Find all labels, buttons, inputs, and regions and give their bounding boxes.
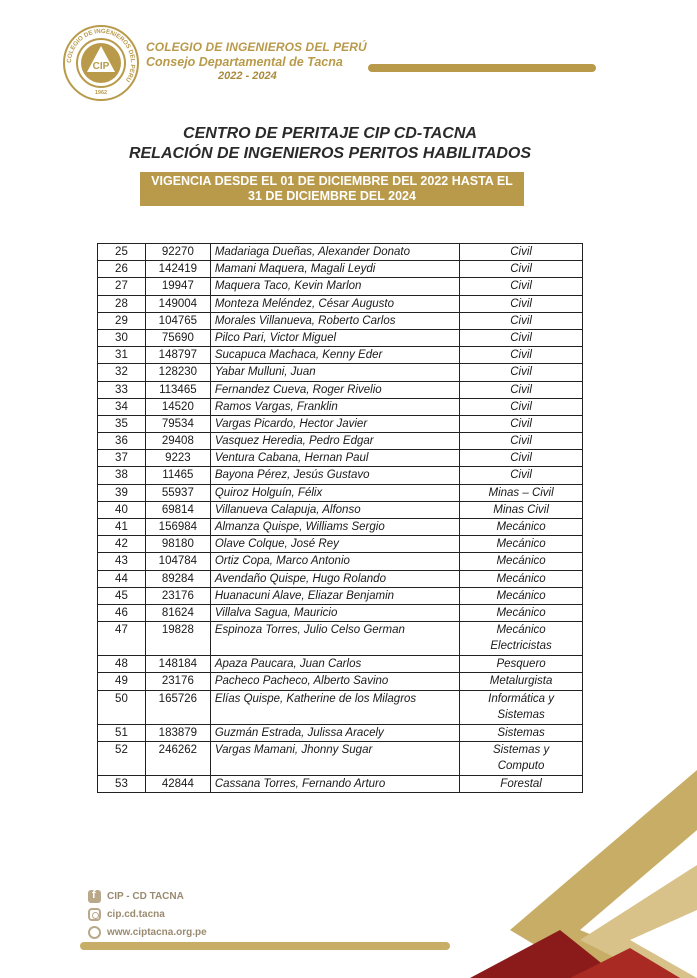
org-line2: Consejo Departamental de Tacna bbox=[146, 55, 343, 69]
cip-number: 246262 bbox=[145, 741, 210, 775]
cip-number: 149004 bbox=[145, 295, 210, 312]
table-row bbox=[98, 673, 583, 690]
cip-number: 11465 bbox=[145, 467, 210, 484]
specialty: Civil bbox=[460, 415, 583, 432]
engineer-name: Vasquez Heredia, Pedro Edgar bbox=[210, 433, 459, 450]
cip-number: 89284 bbox=[145, 570, 210, 587]
cip-number: 23176 bbox=[145, 673, 210, 690]
header-gold-bar bbox=[368, 64, 596, 72]
title-line1: CENTRO DE PERITAJE CIP CD-TACNA bbox=[183, 125, 477, 142]
row-number: 42 bbox=[98, 536, 146, 553]
row-number: 38 bbox=[98, 467, 146, 484]
engineer-name: Bayona Pérez, Jesús Gustavo bbox=[210, 467, 459, 484]
engineer-name: Cassana Torres, Fernando Arturo bbox=[210, 775, 459, 792]
specialty: Civil bbox=[460, 295, 583, 312]
specialty: Civil bbox=[460, 364, 583, 381]
cip-number: 156984 bbox=[145, 519, 210, 536]
table-row bbox=[98, 398, 583, 415]
seal-ring-text: COLEGIO DE INGENIEROS DEL PERU bbox=[65, 27, 137, 83]
table-row bbox=[98, 536, 583, 553]
engineer-name: Avendaño Quispe, Hugo Rolando bbox=[210, 570, 459, 587]
specialty-line2: Sistemas bbox=[497, 708, 545, 721]
specialty: Mecánico bbox=[460, 604, 583, 621]
decorative-chevrons bbox=[440, 770, 697, 978]
footer-gold-bar bbox=[80, 942, 450, 950]
cip-number: 9223 bbox=[145, 450, 210, 467]
specialty: Civil bbox=[460, 244, 583, 261]
specialty: Sistemas bbox=[460, 724, 583, 741]
vigencia-line1: VIGENCIA DESDE EL 01 DE DICIEMBRE DEL 2022 HASTA EL bbox=[151, 174, 513, 188]
footer-facebook[interactable] bbox=[88, 890, 184, 903]
specialty-line1: Mecánico bbox=[496, 624, 546, 637]
row-number: 41 bbox=[98, 519, 146, 536]
instagram-icon bbox=[88, 908, 101, 921]
specialty-line1: Sistemas y bbox=[492, 743, 550, 756]
cip-number: 19947 bbox=[145, 278, 210, 295]
engineer-name: Guzmán Estrada, Julissa Aracely bbox=[210, 724, 459, 741]
engineer-name: Vargas Mamani, Jhonny Sugar bbox=[210, 741, 459, 775]
table-row bbox=[98, 484, 583, 501]
table-row bbox=[98, 690, 583, 724]
engineer-name: Villalva Sagua, Mauricio bbox=[210, 604, 459, 621]
row-number: 43 bbox=[98, 553, 146, 570]
cip-number: 75690 bbox=[145, 329, 210, 346]
cip-number: 104765 bbox=[145, 312, 210, 329]
engineer-name: Apaza Paucara, Juan Carlos bbox=[210, 656, 459, 673]
cip-number: 81624 bbox=[145, 604, 210, 621]
table-row bbox=[98, 519, 583, 536]
table-row bbox=[98, 261, 583, 278]
web-icon bbox=[88, 926, 101, 939]
specialty: Mecánico bbox=[460, 587, 583, 604]
vigencia-banner bbox=[140, 172, 524, 206]
row-number: 36 bbox=[98, 433, 146, 450]
specialty: Metalurgista bbox=[460, 673, 583, 690]
cip-number: 148797 bbox=[145, 347, 210, 364]
engineer-name: Mamani Maquera, Magali Leydi bbox=[210, 261, 459, 278]
table-row bbox=[98, 501, 583, 518]
cip-number: 98180 bbox=[145, 536, 210, 553]
table-row bbox=[98, 622, 583, 656]
table-row bbox=[98, 724, 583, 741]
row-number: 28 bbox=[98, 295, 146, 312]
table-row bbox=[98, 553, 583, 570]
specialty: Mecánico bbox=[460, 570, 583, 587]
instagram-label: cip.cd.tacna bbox=[107, 909, 165, 920]
seal-initials: CIP bbox=[92, 61, 110, 72]
table-row bbox=[98, 381, 583, 398]
cip-seal-logo bbox=[62, 24, 140, 102]
organization-name bbox=[146, 40, 367, 82]
engineer-name: Pilco Pari, Victor Miguel bbox=[210, 329, 459, 346]
table-row bbox=[98, 656, 583, 673]
cip-number: 19828 bbox=[145, 622, 210, 656]
engineer-name: Elías Quispe, Katherine de los Milagros bbox=[210, 690, 459, 724]
engineer-name: Quiroz Holguín, Félix bbox=[210, 484, 459, 501]
specialty: Mecánico bbox=[460, 519, 583, 536]
engineer-name: Olave Colque, José Rey bbox=[210, 536, 459, 553]
engineer-name: Monteza Meléndez, César Augusto bbox=[210, 295, 459, 312]
table-row bbox=[98, 570, 583, 587]
cip-number: 148184 bbox=[145, 656, 210, 673]
row-number: 45 bbox=[98, 587, 146, 604]
table-row bbox=[98, 312, 583, 329]
table-row bbox=[98, 450, 583, 467]
row-number: 49 bbox=[98, 673, 146, 690]
engineer-name: Villanueva Calapuja, Alfonso bbox=[210, 501, 459, 518]
row-number: 40 bbox=[98, 501, 146, 518]
specialty: Minas Civil bbox=[460, 501, 583, 518]
table-row bbox=[98, 364, 583, 381]
cip-number: 69814 bbox=[145, 501, 210, 518]
cip-number: 42844 bbox=[145, 775, 210, 792]
specialty-line2: Electricistas bbox=[490, 640, 552, 653]
specialty: Civil bbox=[460, 450, 583, 467]
facebook-label: CIP - CD TACNA bbox=[107, 891, 184, 902]
specialty: Civil bbox=[460, 278, 583, 295]
row-number: 51 bbox=[98, 724, 146, 741]
cip-number: 104784 bbox=[145, 553, 210, 570]
engineer-name: Pacheco Pacheco, Alberto Savino bbox=[210, 673, 459, 690]
cip-number: 14520 bbox=[145, 398, 210, 415]
specialty-line2: Computo bbox=[497, 759, 545, 772]
cip-number: 142419 bbox=[145, 261, 210, 278]
seal-year: 1962 bbox=[94, 90, 108, 96]
engineers-table bbox=[97, 243, 583, 793]
specialty: Civil bbox=[460, 261, 583, 278]
cip-number: 23176 bbox=[145, 587, 210, 604]
row-number: 27 bbox=[98, 278, 146, 295]
table-row bbox=[98, 329, 583, 346]
engineer-name: Ventura Cabana, Hernan Paul bbox=[210, 450, 459, 467]
specialty: Mecánico bbox=[460, 553, 583, 570]
row-number: 53 bbox=[98, 775, 146, 792]
table-row bbox=[98, 347, 583, 364]
cip-number: 29408 bbox=[145, 433, 210, 450]
specialty: Minas – Civil bbox=[460, 484, 583, 501]
table-row bbox=[98, 433, 583, 450]
row-number: 29 bbox=[98, 312, 146, 329]
row-number: 31 bbox=[98, 347, 146, 364]
cip-number: 55937 bbox=[145, 484, 210, 501]
specialty bbox=[460, 622, 583, 656]
org-line1: COLEGIO DE INGENIEROS DEL PERÚ bbox=[146, 40, 367, 54]
engineer-name: Sucapuca Machaca, Kenny Eder bbox=[210, 347, 459, 364]
table-row bbox=[98, 295, 583, 312]
row-number: 48 bbox=[98, 656, 146, 673]
specialty: Civil bbox=[460, 467, 583, 484]
table-row bbox=[98, 587, 583, 604]
engineer-name: Ortiz Copa, Marco Antonio bbox=[210, 553, 459, 570]
row-number: 35 bbox=[98, 415, 146, 432]
row-number: 47 bbox=[98, 622, 146, 656]
engineer-name: Almanza Quispe, Williams Sergio bbox=[210, 519, 459, 536]
row-number: 30 bbox=[98, 329, 146, 346]
footer-website[interactable] bbox=[88, 926, 207, 939]
row-number: 32 bbox=[98, 364, 146, 381]
engineer-name: Huanacuni Alave, Eliazar Benjamin bbox=[210, 587, 459, 604]
row-number: 46 bbox=[98, 604, 146, 621]
specialty: Civil bbox=[460, 312, 583, 329]
facebook-icon bbox=[88, 890, 101, 903]
cip-number: 165726 bbox=[145, 690, 210, 724]
table-row bbox=[98, 278, 583, 295]
specialty: Forestal bbox=[460, 775, 583, 792]
engineer-name: Yabar Mulluni, Juan bbox=[210, 364, 459, 381]
table-row bbox=[98, 467, 583, 484]
footer-instagram[interactable] bbox=[88, 908, 165, 921]
specialty: Civil bbox=[460, 398, 583, 415]
cip-number: 92270 bbox=[145, 244, 210, 261]
specialty: Civil bbox=[460, 329, 583, 346]
engineer-name: Fernandez Cueva, Roger Rivelio bbox=[210, 381, 459, 398]
row-number: 37 bbox=[98, 450, 146, 467]
cip-number: 113465 bbox=[145, 381, 210, 398]
cip-number: 79534 bbox=[145, 415, 210, 432]
engineer-name: Ramos Vargas, Franklin bbox=[210, 398, 459, 415]
cip-number: 128230 bbox=[145, 364, 210, 381]
vigencia-line2: 31 DE DICIEMBRE DEL 2024 bbox=[248, 189, 416, 203]
row-number: 52 bbox=[98, 741, 146, 775]
row-number: 50 bbox=[98, 690, 146, 724]
row-number: 25 bbox=[98, 244, 146, 261]
row-number: 33 bbox=[98, 381, 146, 398]
table-row bbox=[98, 604, 583, 621]
row-number: 26 bbox=[98, 261, 146, 278]
specialty bbox=[460, 690, 583, 724]
row-number: 44 bbox=[98, 570, 146, 587]
engineer-name: Espinoza Torres, Julio Celso German bbox=[210, 622, 459, 656]
specialty-line1: Informática y bbox=[488, 692, 554, 705]
website-label: www.ciptacna.org.pe bbox=[107, 927, 207, 938]
row-number: 34 bbox=[98, 398, 146, 415]
row-number: 39 bbox=[98, 484, 146, 501]
specialty: Civil bbox=[460, 433, 583, 450]
org-period: 2022 - 2024 bbox=[218, 70, 277, 82]
engineer-name: Madariaga Dueñas, Alexander Donato bbox=[210, 244, 459, 261]
engineer-name: Vargas Picardo, Hector Javier bbox=[210, 415, 459, 432]
specialty: Civil bbox=[460, 347, 583, 364]
table-row bbox=[98, 244, 583, 261]
engineer-name: Maquera Taco, Kevin Marlon bbox=[210, 278, 459, 295]
title-line2: RELACIÓN DE INGENIEROS PERITOS HABILITADOS bbox=[128, 145, 532, 162]
specialty: Mecánico bbox=[460, 536, 583, 553]
table-row bbox=[98, 415, 583, 432]
cip-number: 183879 bbox=[145, 724, 210, 741]
specialty: Pesquero bbox=[460, 656, 583, 673]
engineer-name: Morales Villanueva, Roberto Carlos bbox=[210, 312, 459, 329]
specialty: Civil bbox=[460, 381, 583, 398]
